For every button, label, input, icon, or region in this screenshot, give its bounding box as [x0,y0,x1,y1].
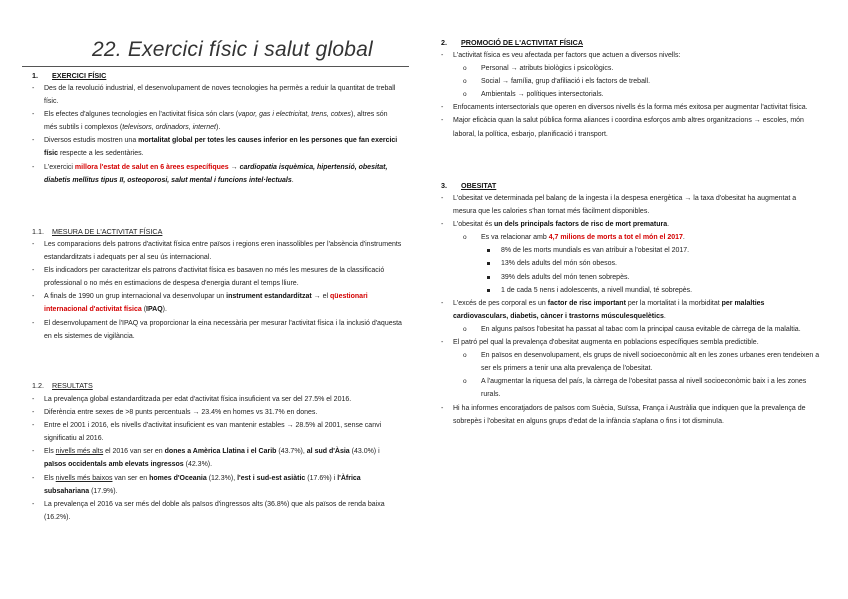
list-item: - La prevalença el 2016 va ser més del doble als països d'ingressos alts (36.8%) que als països de renda baixa (16.2%). [32,498,402,524]
section-2-body [441,49,821,141]
section-1-2-body [32,393,402,524]
sub-list-item: o Social → família, grup d'afiliació i els factors de treball. [441,75,821,88]
list-item: - Els efectes d'algunes tecnologies en l'activitat física són clars (vapor, gas i electricitat, trens, cotxes), altres són més subtils i complexos (televisors, ordinadors, internet). [32,108,402,134]
list-item: - Diferència entre sexes de >8 punts percentuals → 23.4% en homes vs 31.7% en dones. [32,406,402,419]
section-1-1-heading: 1.1. MESURA DE L'ACTIVITAT FÍSICA [32,227,163,236]
list-item: - Els nivells més alts el 2016 van ser en dones a Amèrica Llatina i el Carib (43.7%), al sud d'Àsia (43.0%) i països occidentals amb elevats ingressos (42.3%). [32,445,402,471]
list-item: - L'excés de pes corporal es un factor de risc important per la mortalitat i la morbiditat per malalties cardiovasculars, diabetis, càncer i trastorns músculesquelètics. [441,297,821,323]
sub-list-item: o Ambientals → polítiques intersectorials. [441,88,821,101]
section-1-1-body [32,238,402,343]
sub-list-item: o En alguns països l'obesitat ha passat al tabac com la principal causa evitable de càrrega de la malaltia. [441,323,821,336]
section-1-heading: 1. EXERCICI FÍSIC [32,71,107,80]
section-1-body [32,82,402,187]
page-title: 22. Exercici físic i salut global [92,38,373,61]
section-2-heading: 2. PROMOCIÓ DE L'ACTIVITAT FÍSICA [441,38,584,47]
list-item: - Els indicadors per caracteritzar els patrons d'activitat física es basaven no més les mesures de la classificació professional o no més en estimacions de despesa d'energia durant el temps lliure. [32,264,402,290]
section-3-body [441,192,821,428]
list-item: - L'obesitat és un dels principals factors de risc de mort prematura. [441,218,821,231]
sub-list-item: o Es va relacionar amb 4,7 milions de morts a tot el món el 2017. [441,231,821,244]
list-item: - Les comparacions dels patrons d'activitat física entre països i regions eren inassolibles per l'absència d'instruments estandarditzats i adequats per al seu ús internacional. [32,238,402,264]
section-1-2-heading: 1.2. RESULTATS [32,381,93,390]
list-item: - Des de la revolució industrial, el desenvolupament de noves tecnologies ha permès a reduir la quantitat de treball físic. [32,82,402,108]
list-item: - La prevalença global estandarditzada per edat d'activitat física insuficient va ser del 27.5% el 2016. [32,393,402,406]
list-item: - El desenvolupament de l'IPAQ va proporcionar la eina necessària per mesurar l'activitat física i la inclusió d'aquesta en els sistemes de vigilància. [32,317,402,343]
sub-sub-list-item: 1 de cada 5 nens i adolescents, a nivell mundial, té sobrepès. [441,284,821,297]
sub-list-item: o En països en desenvolupament, els grups de nivell socioeconòmic alt en les zones urbanes eren tendeixen a ser els primers a tenir una alta prevalença de l'obesitat. [441,349,821,375]
list-item: - Entre el 2001 i 2016, els nivells d'activitat insuficient es van mantenir estables → 28.5% al 2001, sense canvi significatiu al 2016. [32,419,402,445]
list-item: - L'exercici millora l'estat de salut en 6 àrees específiques → cardiopatia isquèmica, hipertensió, obesitat, diabetis mellitus tipus II, osteoporosi, salut mental i funcions intel·lectuals. [32,161,402,187]
list-item: - Enfocaments intersectorials que operen en diversos nivells és la forma més exitosa per augmentar l'activitat física. [441,101,821,114]
sub-list-item: o A l'augmentar la riquesa del país, la càrrega de l'obesitat passa al nivell socioeconòmic baix i a les zones rurals. [441,375,821,401]
list-item: - Diversos estudis mostren una mortalitat global per totes les causes inferior en les persones que fan exercici físic respecte a les sedentàries. [32,134,402,160]
sub-sub-list-item: 39% dels adults del món tenen sobrepès. [441,271,821,284]
list-item: - L'obesitat ve determinada pel balanç de la ingesta i la despesa energètica → la taxa d'obesitat ha augmentat a mesura que les calories s'han tornat més fàcilment disponibles. [441,192,821,218]
sub-sub-list-item: 8% de les morts mundials es van atribuir a l'obesitat el 2017. [441,244,821,257]
list-item: - El patró pel qual la prevalença d'obesitat augmenta en poblacions específiques sembla predictible. [441,336,821,349]
list-item: - Els nivells més baixos van ser en homes d'Oceania (12.3%), l'est i sud-est asiàtic (17.6%) i l'Àfrica subsahariana (17.9%). [32,472,402,498]
title-divider [22,66,409,67]
list-item: - A finals de 1990 un grup internacional va desenvolupar un instrument estandarditzat → el qüestionari internacional d'activitat física (IPAQ). [32,290,402,316]
list-item: - Major eficàcia quan la salut pública forma aliances i coordina esforços amb altres organitzacions → escoles, món laboral, la política, esbarjo, planificació i transport. [441,114,821,140]
sub-list-item: o Personal → atributs biològics i psicològics. [441,62,821,75]
list-item: - Hi ha informes encoratjadors de països com Suècia, Suïssa, França i Austràlia que indiquen que la prevalença de sobrepès i l'obesitat en alguns grups d'edat de la infància s'aplana o fins i tot disminuïa. [441,402,821,428]
sub-sub-list-item: 13% dels adults del món són obesos. [441,257,821,270]
section-3-heading: 3. OBESITAT [441,181,497,190]
list-item: - L'activitat física es veu afectada per factors que actuen a diversos nivells: [441,49,821,62]
